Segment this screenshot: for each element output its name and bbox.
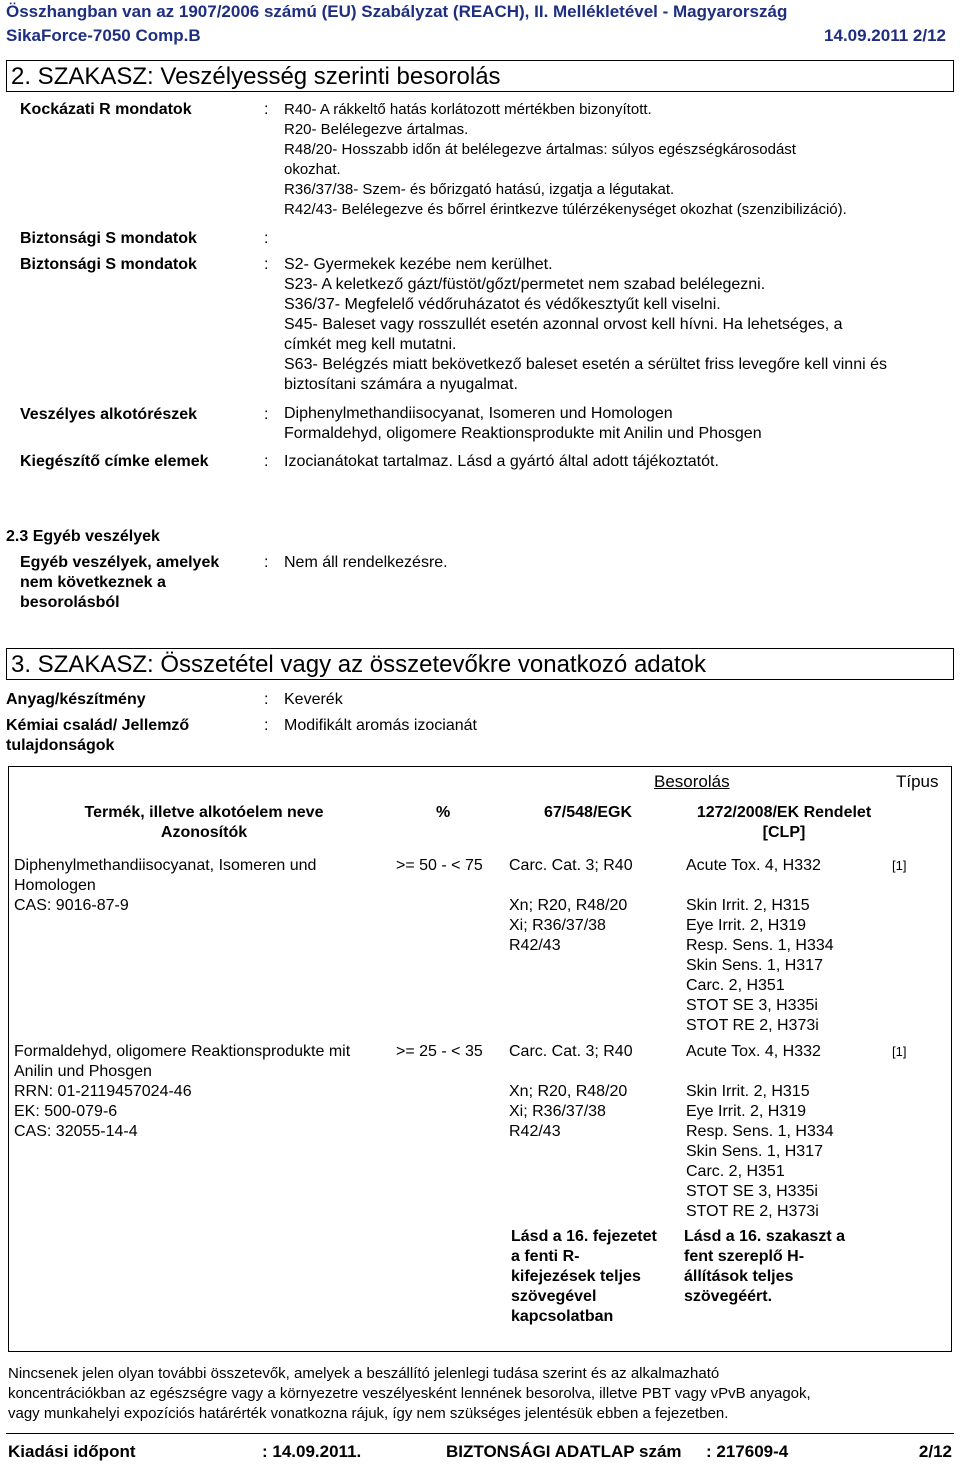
name-line: CAS: 9016-87-9 xyxy=(14,897,129,914)
eec-line xyxy=(509,876,633,896)
clp-line: STOT SE 3, H335i xyxy=(686,997,818,1014)
sds-number-value: : 217609-4 xyxy=(706,1442,789,1461)
page-number: 2/12 xyxy=(918,1442,952,1461)
header-line: Termék, illetve alkotóelem neve xyxy=(84,804,324,821)
table-row-1-type: [1] xyxy=(892,858,907,873)
hazardous-components-label: Veszélyes alkotórészek xyxy=(20,406,198,423)
colon: : xyxy=(264,101,269,118)
sds-number-label: BIZTONSÁGI ADATLAP szám xyxy=(446,1442,682,1461)
section-2-title: 2. SZAKASZ: Veszélyesség szerinti besorolás xyxy=(6,60,954,92)
label-line: Egyéb veszélyek, amelyek xyxy=(20,554,220,571)
s-line: biztosítani számára a nyugalmat. xyxy=(284,376,518,393)
table-row-1-name xyxy=(14,856,316,916)
clp-line: STOT RE 2, H373i xyxy=(686,1203,819,1220)
clp-line xyxy=(686,876,834,896)
footer xyxy=(6,1433,954,1467)
note-line: kifejezések teljes xyxy=(511,1268,641,1285)
other-hazards-value: Nem áll rendelkezésre. xyxy=(284,554,448,571)
percent-column-header: % xyxy=(436,804,451,821)
colon: : xyxy=(264,406,269,423)
name-line: Homologen xyxy=(14,877,96,894)
clp-line: Skin Irrit. 2, H315 xyxy=(686,1083,810,1100)
clp-line: Carc. 2, H351 xyxy=(686,977,785,994)
name-line: EK: 500-079-6 xyxy=(14,1103,118,1120)
clp-line: Acute Tox. 4, H332 xyxy=(686,1043,821,1060)
issue-date-value: : 14.09.2011. xyxy=(262,1442,362,1461)
hazardous-line: Formaldehyd, oligomere Reaktionsprodukte mit Anilin und Phosgen xyxy=(284,425,762,442)
clp-column-header xyxy=(684,803,884,843)
table-row-2-clp xyxy=(686,1042,834,1222)
name-line: Formaldehyd, oligomere Reaktionsprodukte mit xyxy=(14,1043,351,1060)
eec-note xyxy=(511,1227,657,1327)
clp-line: Resp. Sens. 1, H334 xyxy=(686,937,834,954)
s-line: S2- Gyermekek kezébe nem kerülhet. xyxy=(284,256,553,273)
issue-date-label: Kiadási időpont xyxy=(8,1442,136,1461)
label-elements-label: Kiegészítő címke elemek xyxy=(20,453,209,470)
r-line: R36/37/38- Szem- és bőrizgató hatású, izgatja a légutakat. xyxy=(284,181,675,198)
colon: : xyxy=(264,554,269,571)
eec-line: R42/43 xyxy=(509,937,561,954)
header-line: 1272/2008/EK Rendelet xyxy=(696,804,872,821)
s-line: S63- Belégzés miatt bekövetkező baleset esetén a sérültet friss levegőre kell vinni és xyxy=(284,356,887,373)
type-header: Típus xyxy=(896,772,939,791)
clp-line: Skin Irrit. 2, H315 xyxy=(686,897,810,914)
table-row-1-clp xyxy=(686,856,834,1036)
eec-line: Xi; R36/37/38 xyxy=(509,917,606,934)
note-line: állítások teljes xyxy=(684,1268,794,1285)
header-line: [CLP] xyxy=(762,824,806,841)
hazardous-line: Diphenylmethandiisocyanat, Isomeren und Homologen xyxy=(284,405,673,422)
note-line: kapcsolatban xyxy=(511,1308,614,1325)
eec-line: Xn; R20, R48/20 xyxy=(509,897,628,914)
label-line: besorolásból xyxy=(20,594,120,611)
colon: : xyxy=(264,230,269,247)
additional-info-note xyxy=(8,1364,811,1424)
eec-line: Carc. Cat. 3; R40 xyxy=(509,1043,633,1060)
substance-value: Keverék xyxy=(284,691,343,708)
r-line: R42/43- Belélegezve és bőrrel érintkezve túlérzékenységet okozhat (szenzibilizáció). xyxy=(284,201,847,218)
clp-line: Skin Sens. 1, H317 xyxy=(686,957,823,974)
note-line: vagy munkahelyi expozíciós határérték vonatkozna rájuk, így nem szükséges jelentésük ebben a fejezetben. xyxy=(8,1405,729,1422)
label-elements-value: Izocianátokat tartalmaz. Lásd a gyártó által adott tájékoztatót. xyxy=(284,453,719,470)
r-line: R48/20- Hosszabb időn át belélegezve ártalmas: súlyos egészségkárosodást xyxy=(284,141,796,158)
note-line: szövegéért. xyxy=(684,1288,773,1305)
name-column-header xyxy=(14,803,394,843)
regulation-header: Összhangban van az 1907/2006 számú (EU) Szabályzat (REACH), II. Mellékletével - Magyarország xyxy=(6,2,788,21)
header-line: Azonosítók xyxy=(160,824,248,841)
eec-line: Carc. Cat. 3; R40 xyxy=(509,857,633,874)
product-header xyxy=(6,26,954,46)
clp-note xyxy=(684,1227,845,1307)
eec-column-header: 67/548/EGK xyxy=(544,804,633,821)
hazardous-components-list xyxy=(284,404,762,444)
chemical-family-label xyxy=(6,716,189,756)
section-2-3-title: 2.3 Egyéb veszélyek xyxy=(6,528,160,545)
name-line: Anilin und Phosgen xyxy=(14,1063,152,1080)
s-line: S23- A keletkező gázt/füstöt/gőzt/permetet nem szabad belélegezni. xyxy=(284,276,766,293)
clp-line: Eye Irrit. 2, H319 xyxy=(686,917,807,934)
classification-header: Besorolás xyxy=(654,772,730,791)
note-line: Lásd a 16. fejezetet xyxy=(511,1228,657,1245)
s-line: S45- Baleset vagy rosszullét esetén azonnal orvost kell hívni. Ha lehetséges, a xyxy=(284,316,843,333)
colon: : xyxy=(264,256,269,273)
colon: : xyxy=(264,691,269,708)
clp-line: STOT RE 2, H373i xyxy=(686,1017,819,1034)
substance-label: Anyag/készítmény xyxy=(6,691,146,708)
note-line: koncentrációkban az egészségre vagy a környezetre veszélyesként lennének besorolva, illetve PBT vagy vPvB anyagok, xyxy=(8,1385,811,1402)
table-row-2-eec xyxy=(509,1042,633,1142)
clp-line: Carc. 2, H351 xyxy=(686,1163,785,1180)
r-line: R40- A rákkeltő hatás korlátozott mértékben bizonyított. xyxy=(284,101,652,118)
label-line: Kémiai család/ Jellemző xyxy=(6,717,190,734)
date-page: 14.09.2011 2/12 xyxy=(824,26,946,45)
note-line: fent szereplő H- xyxy=(684,1248,805,1265)
clp-line: Eye Irrit. 2, H319 xyxy=(686,1103,807,1120)
label-line: tulajdonságok xyxy=(6,737,115,754)
note-line: Nincsenek jelen olyan további összetevők, amelyek a beszállító jelenlegi tudása szerint és az alkalmazható xyxy=(8,1365,720,1382)
eec-line: Xn; R20, R48/20 xyxy=(509,1083,628,1100)
label-line: nem következnek a xyxy=(20,574,166,591)
clp-line: Resp. Sens. 1, H334 xyxy=(686,1123,834,1140)
eec-line: Xi; R36/37/38 xyxy=(509,1103,606,1120)
colon: : xyxy=(264,717,269,734)
s-phrases-list xyxy=(284,255,887,395)
s-phrases-label-1: Biztonsági S mondatok xyxy=(20,230,197,247)
r-phrases-label: Kockázati R mondatok xyxy=(20,101,192,118)
note-line: Lásd a 16. szakaszt a xyxy=(684,1228,845,1245)
table-row-1-eec xyxy=(509,856,633,956)
other-hazards-label xyxy=(20,553,219,613)
r-line: okozhat. xyxy=(284,161,341,178)
clp-line: STOT SE 3, H335i xyxy=(686,1183,818,1200)
note-line: szövegével xyxy=(511,1288,597,1305)
note-line: a fenti R- xyxy=(511,1248,580,1265)
name-line: Diphenylmethandiisocyanat, Isomeren und xyxy=(14,857,317,874)
clp-line: Acute Tox. 4, H332 xyxy=(686,857,821,874)
s-line: címkét meg kell mutatni. xyxy=(284,336,457,353)
r-line: R20- Belélegezve ártalmas. xyxy=(284,121,469,138)
r-phrases-list xyxy=(284,100,847,220)
chemical-family-value: Modifikált aromás izocianát xyxy=(284,717,477,734)
table-row-1-percent: >= 50 - < 75 xyxy=(396,857,483,874)
name-line: RRN: 01-2119457024-46 xyxy=(14,1083,192,1100)
eec-line: R42/43 xyxy=(509,1123,561,1140)
eec-line xyxy=(509,1062,633,1082)
table-row-2-percent: >= 25 - < 35 xyxy=(396,1043,483,1060)
s-phrases-label-2: Biztonsági S mondatok xyxy=(20,256,197,273)
name-line: CAS: 32055-14-4 xyxy=(14,1123,138,1140)
colon: : xyxy=(264,453,269,470)
clp-line xyxy=(686,1062,834,1082)
section-3-title: 3. SZAKASZ: Összetétel vagy az összetevőkre vonatkozó adatok xyxy=(6,648,954,680)
s-line: S36/37- Megfelelő védőruházatot és védőkesztyűt kell viselni. xyxy=(284,296,721,313)
clp-line: Skin Sens. 1, H317 xyxy=(686,1143,823,1160)
product-name: SikaForce-7050 Comp.B xyxy=(6,26,201,45)
table-row-2-type: [1] xyxy=(892,1044,907,1059)
table-row-2-name xyxy=(14,1042,350,1142)
